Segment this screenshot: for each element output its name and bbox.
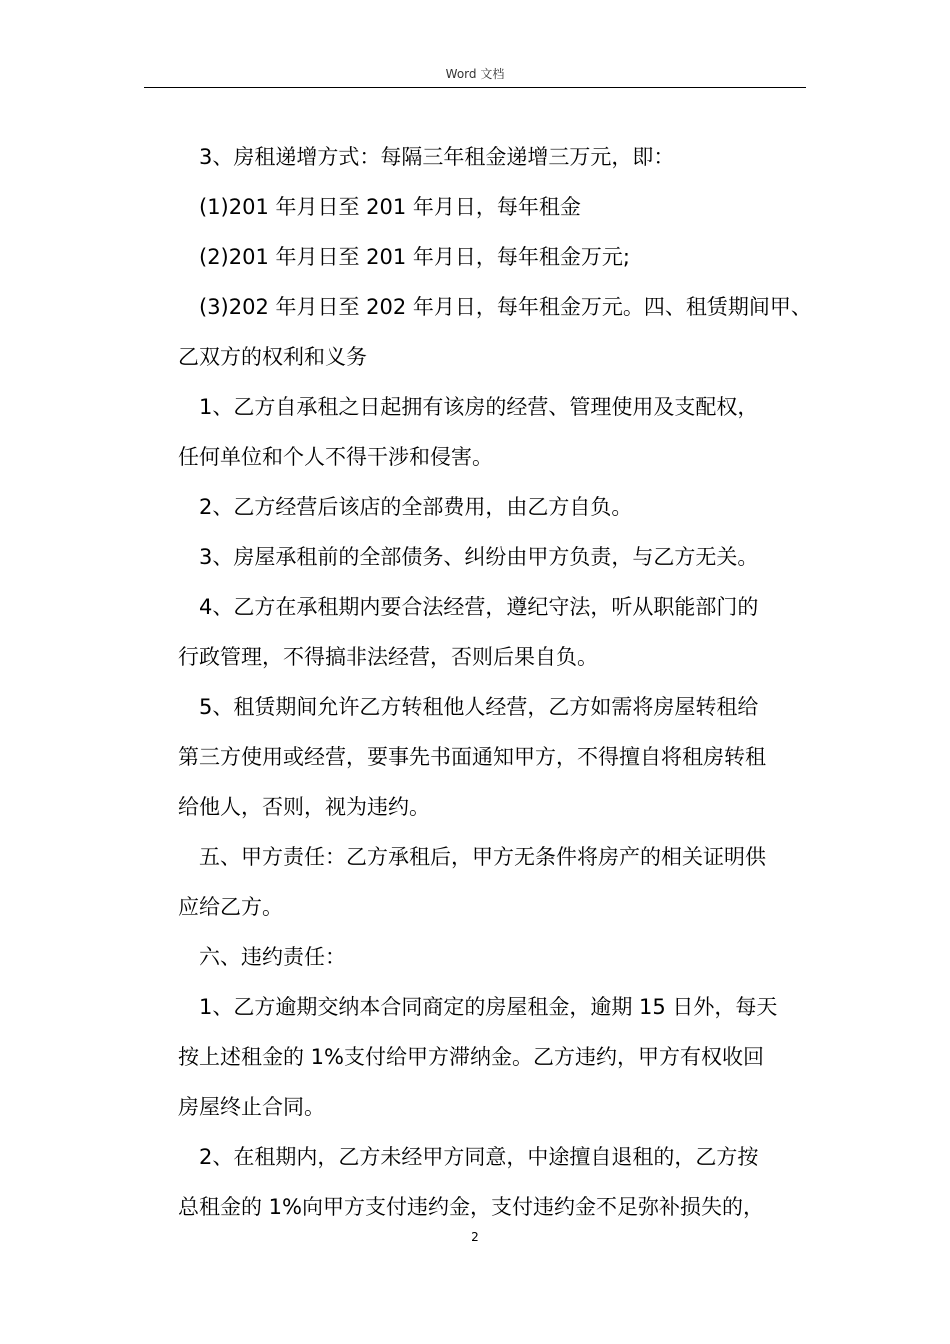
paragraph-line: 行政管理，不得搞非法经营，否则后果自负。 bbox=[178, 645, 598, 669]
paragraph-line: 五、甲方责任：乙方承租后，甲方无条件将房产的相关证明供 bbox=[199, 845, 766, 869]
paragraph-line: (2)201 年月日至 201 年月日，每年租金万元; bbox=[199, 245, 631, 269]
paragraph-line: 1、乙方逾期交纳本合同商定的房屋租金，逾期 15 日外，每天 bbox=[199, 995, 778, 1019]
header-divider bbox=[144, 87, 806, 88]
paragraph-line: 2、乙方经营后该店的全部费用，由乙方自负。 bbox=[199, 495, 633, 519]
page-number: 2 bbox=[471, 1230, 479, 1244]
paragraph-line: 任何单位和个人不得干涉和侵害。 bbox=[178, 445, 493, 469]
paragraph-line: (1)201 年月日至 201 年月日，每年租金 bbox=[199, 195, 581, 219]
paragraph-line: 第三方使用或经营，要事先书面通知甲方，不得擅自将租房转租 bbox=[178, 745, 766, 769]
document-body bbox=[178, 132, 810, 1232]
paragraph-line: 六、违约责任： bbox=[199, 945, 346, 969]
paragraph-line: 1、乙方自承租之日起拥有该房的经营、管理使用及支配权， bbox=[199, 395, 759, 419]
paragraph-line: 按上述租金的 1%支付给甲方滞纳金。乙方违约，甲方有权收回 bbox=[178, 1045, 764, 1069]
paragraph-line: 总租金的 1%向甲方支付违约金，支付违约金不足弥补损失的， bbox=[178, 1195, 764, 1219]
paragraph-line: 5、租赁期间允许乙方转租他人经营，乙方如需将房屋转租给 bbox=[199, 695, 759, 719]
paragraph-line: 给他人，否则，视为违约。 bbox=[178, 795, 430, 819]
page-header: Word 文档 bbox=[445, 67, 505, 81]
paragraph-line: 乙双方的权利和义务 bbox=[178, 345, 367, 369]
paragraph-line: 应给乙方。 bbox=[178, 895, 283, 919]
paragraph-line: 3、房屋承租前的全部债务、纠纷由甲方负责，与乙方无关。 bbox=[199, 545, 759, 569]
paragraph-line: 3、房租递增方式：每隔三年租金递增三万元，即： bbox=[199, 145, 675, 169]
paragraph-line: 2、在租期内，乙方未经甲方同意，中途擅自退租的，乙方按 bbox=[199, 1145, 759, 1169]
paragraph-line: 房屋终止合同。 bbox=[178, 1095, 325, 1119]
paragraph-line: 4、乙方在承租期内要合法经营，遵纪守法，听从职能部门的 bbox=[199, 595, 759, 619]
paragraph-line: (3)202 年月日至 202 年月日，每年租金万元。四、租赁期间甲、 bbox=[199, 295, 812, 319]
